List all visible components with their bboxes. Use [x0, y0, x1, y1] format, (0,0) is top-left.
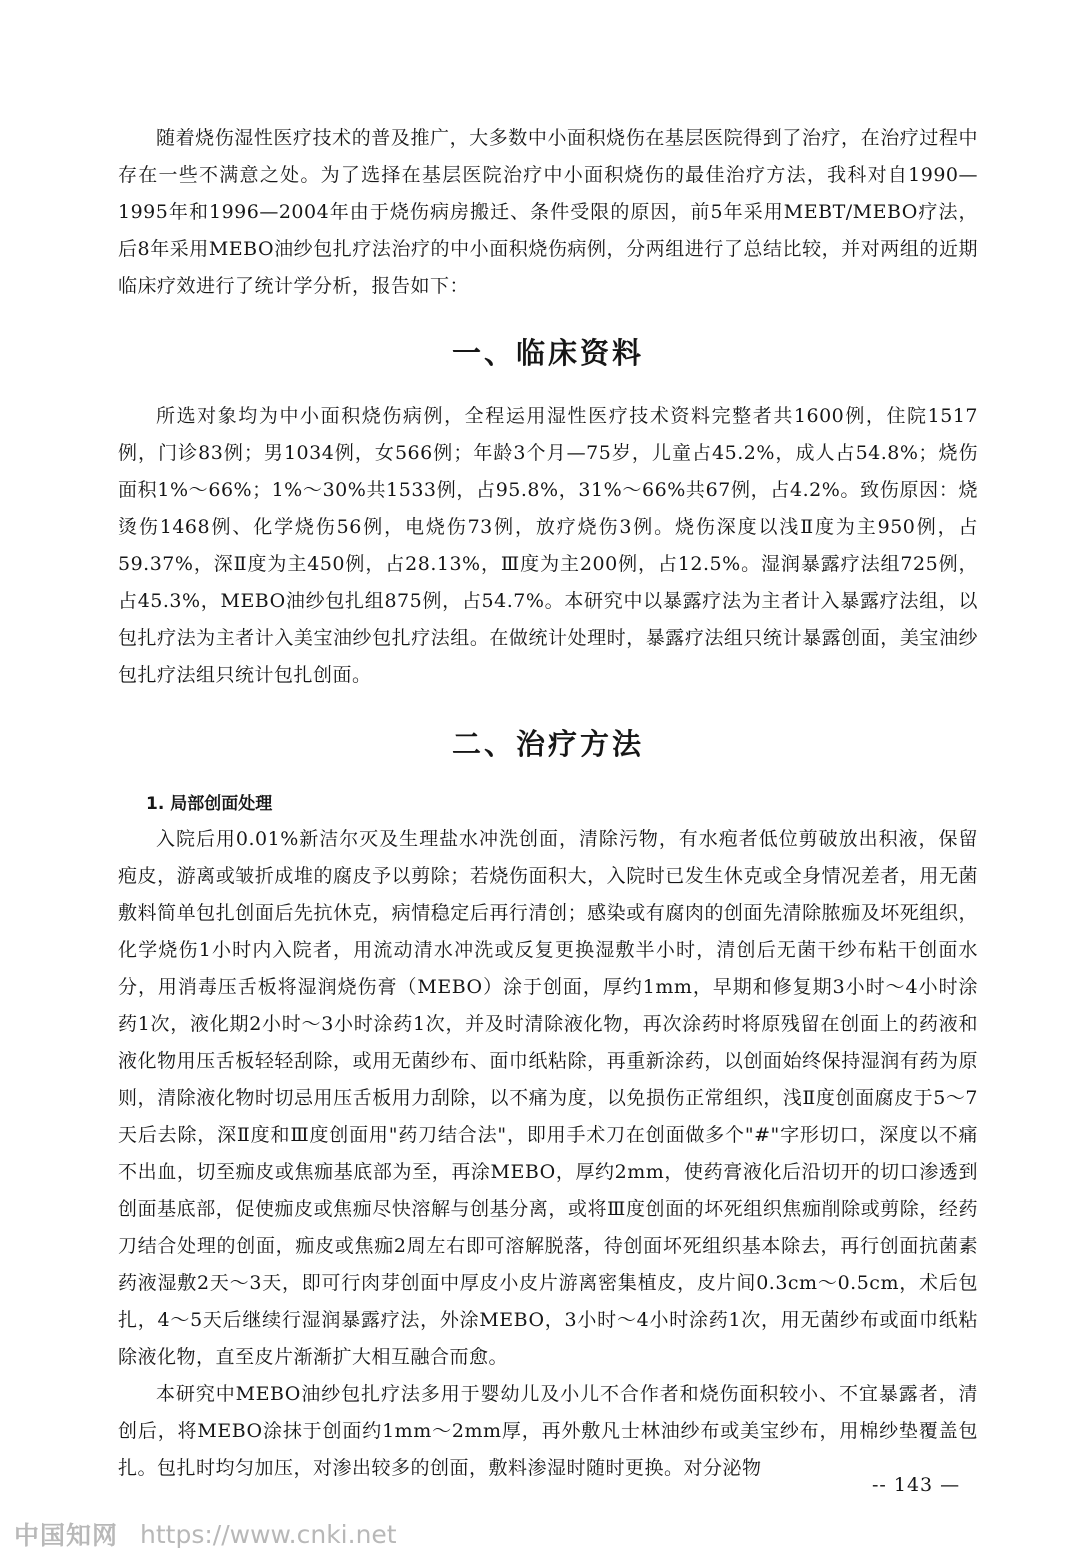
footer-url[interactable]: https://www.cnki.net — [140, 1519, 397, 1549]
page-number: -- 143 — — [872, 1474, 961, 1496]
treatment-paragraph-1: 入院后用0.01%新洁尔灭及生理盐水冲洗创面，清除污物，有水疱者低位剪破放出积液，保留疱皮，游离或皱折成堆的腐皮予以剪除；若烧伤面积大，入院时已发生休克或全身情况差者，用无菌敷料简单包扎创面后先抗休克，病情稳定后再行清创；感染或有腐肉的创面先清除脓痂及坏死组织，化学烧伤1小时内入院者，用流动清水冲洗或反复更换湿敷半小时，清创后无菌干纱布粘干创面水分，用消毒压舌板将湿润烧伤膏（MEBO）涂于创面，厚约1mm，早期和修复期3小时～4小时涂药1次，液化期2小时～3小时涂药1次，并及时清除液化物，再次涂药时将原残留在创面上的药液和液化物用压舌板轻轻刮除，或用无菌纱布、面巾纸粘除，再重新涂药，以创面始终保持湿润有药为原则，清除液化物时切忌用压舌板用力刮除，以不痛为度，以免损伤正常组织，浅Ⅱ度创面腐皮于5～7天后去除，深Ⅱ度和Ⅲ度创面用"药刀结合法"，即用手术刀在创面做多个"#"字形切口，深度以不痛不出血，切至痂皮或焦痂基底部为至，再涂MEBO，厚约2mm，使药膏液化后沿切开的切口渗透到创面基底部，促使痂皮或焦痂尽快溶解与创基分离，或将Ⅲ度创面的坏死组织焦痂削除或剪除，经药刀结合处理的创面，痂皮或焦痂2周左右即可溶解脱落，待创面坏死组织基本除去，再行创面抗菌素药液湿敷2天～3天，即可行肉芽创面中厚皮小皮片游离密集植皮，皮片间0.3cm～0.5cm，术后包扎，4～5天后继续行湿润暴露疗法，外涂MEBO，3小时～4小时涂药1次，用无菌纱布或面巾纸粘除液化物，直至皮片渐渐扩大相互融合而愈。 — [118, 828, 978, 1368]
cnki-logo: 中国知网 — [14, 1521, 119, 1550]
clinical-data-paragraph: 所选对象均为中小面积烧伤病例，全程运用湿性医疗技术资料完整者共1600例，住院1517例，门诊83例；男1034例，女566例；年龄3个月—75岁，儿童占45.2%，成人占54.8%；烧伤面积1%～66%；1%～30%共1533例，占95.8%，31%～66%共67例，占4.2%。致伤原因：烧烫伤1468例、化学烧伤56例，电烧伤73例，放疗烧伤3例。烧伤深度以浅Ⅱ度为主950例，占59.37%，深Ⅱ度为主450例，占28.13%，Ⅲ度为主200例，占12.5%。湿润暴露疗法组725例，占45.3%，MEBO油纱包扎组875例，占54.7%。本研究中以暴露疗法为主者计入暴露疗法组，以包扎疗法为主者计入美宝油纱包扎疗法组。在做统计处理时，暴露疗法组只统计暴露创面，美宝油纱包扎疗法组只统计包扎创面。 — [118, 405, 978, 686]
article-body — [118, 120, 978, 1487]
intro-paragraph: 随着烧伤湿性医疗技术的普及推广，大多数中小面积烧伤在基层医院得到了治疗，在治疗过程中存在一些不满意之处。为了选择在基层医院治疗中小面积烧伤的最佳治疗方法，我科对自1990—1995年和1996—2004年由于烧伤病房搬迁、条件受限的原因，前5年采用MEBT/MEBO疗法，后8年采用MEBO油纱包扎疗法治疗的中小面积烧伤病例，分两组进行了总结比较，并对两组的近期临床疗效进行了统计学分析，报告如下： — [118, 127, 978, 297]
treatment-paragraph-2: 本研究中MEBO油纱包扎疗法多用于婴幼儿及小儿不合作者和烧伤面积较小、不宜暴露者，清创后，将MEBO涂抹于创面约1mm～2mm厚，再外敷凡士林油纱布或美宝纱布，用棉纱垫覆盖包扎。包扎时均匀加压，对渗出较多的创面，敷料渗湿时随时更换。对分泌物 — [118, 1383, 978, 1479]
subheading-local-wound-treatment: 1. 局部创面处理 — [146, 794, 273, 814]
section-heading-clinical-data: 一、临床资料 — [451, 336, 644, 370]
section-heading-treatment-method: 二、治疗方法 — [451, 727, 644, 761]
footer-watermark — [14, 1515, 397, 1553]
